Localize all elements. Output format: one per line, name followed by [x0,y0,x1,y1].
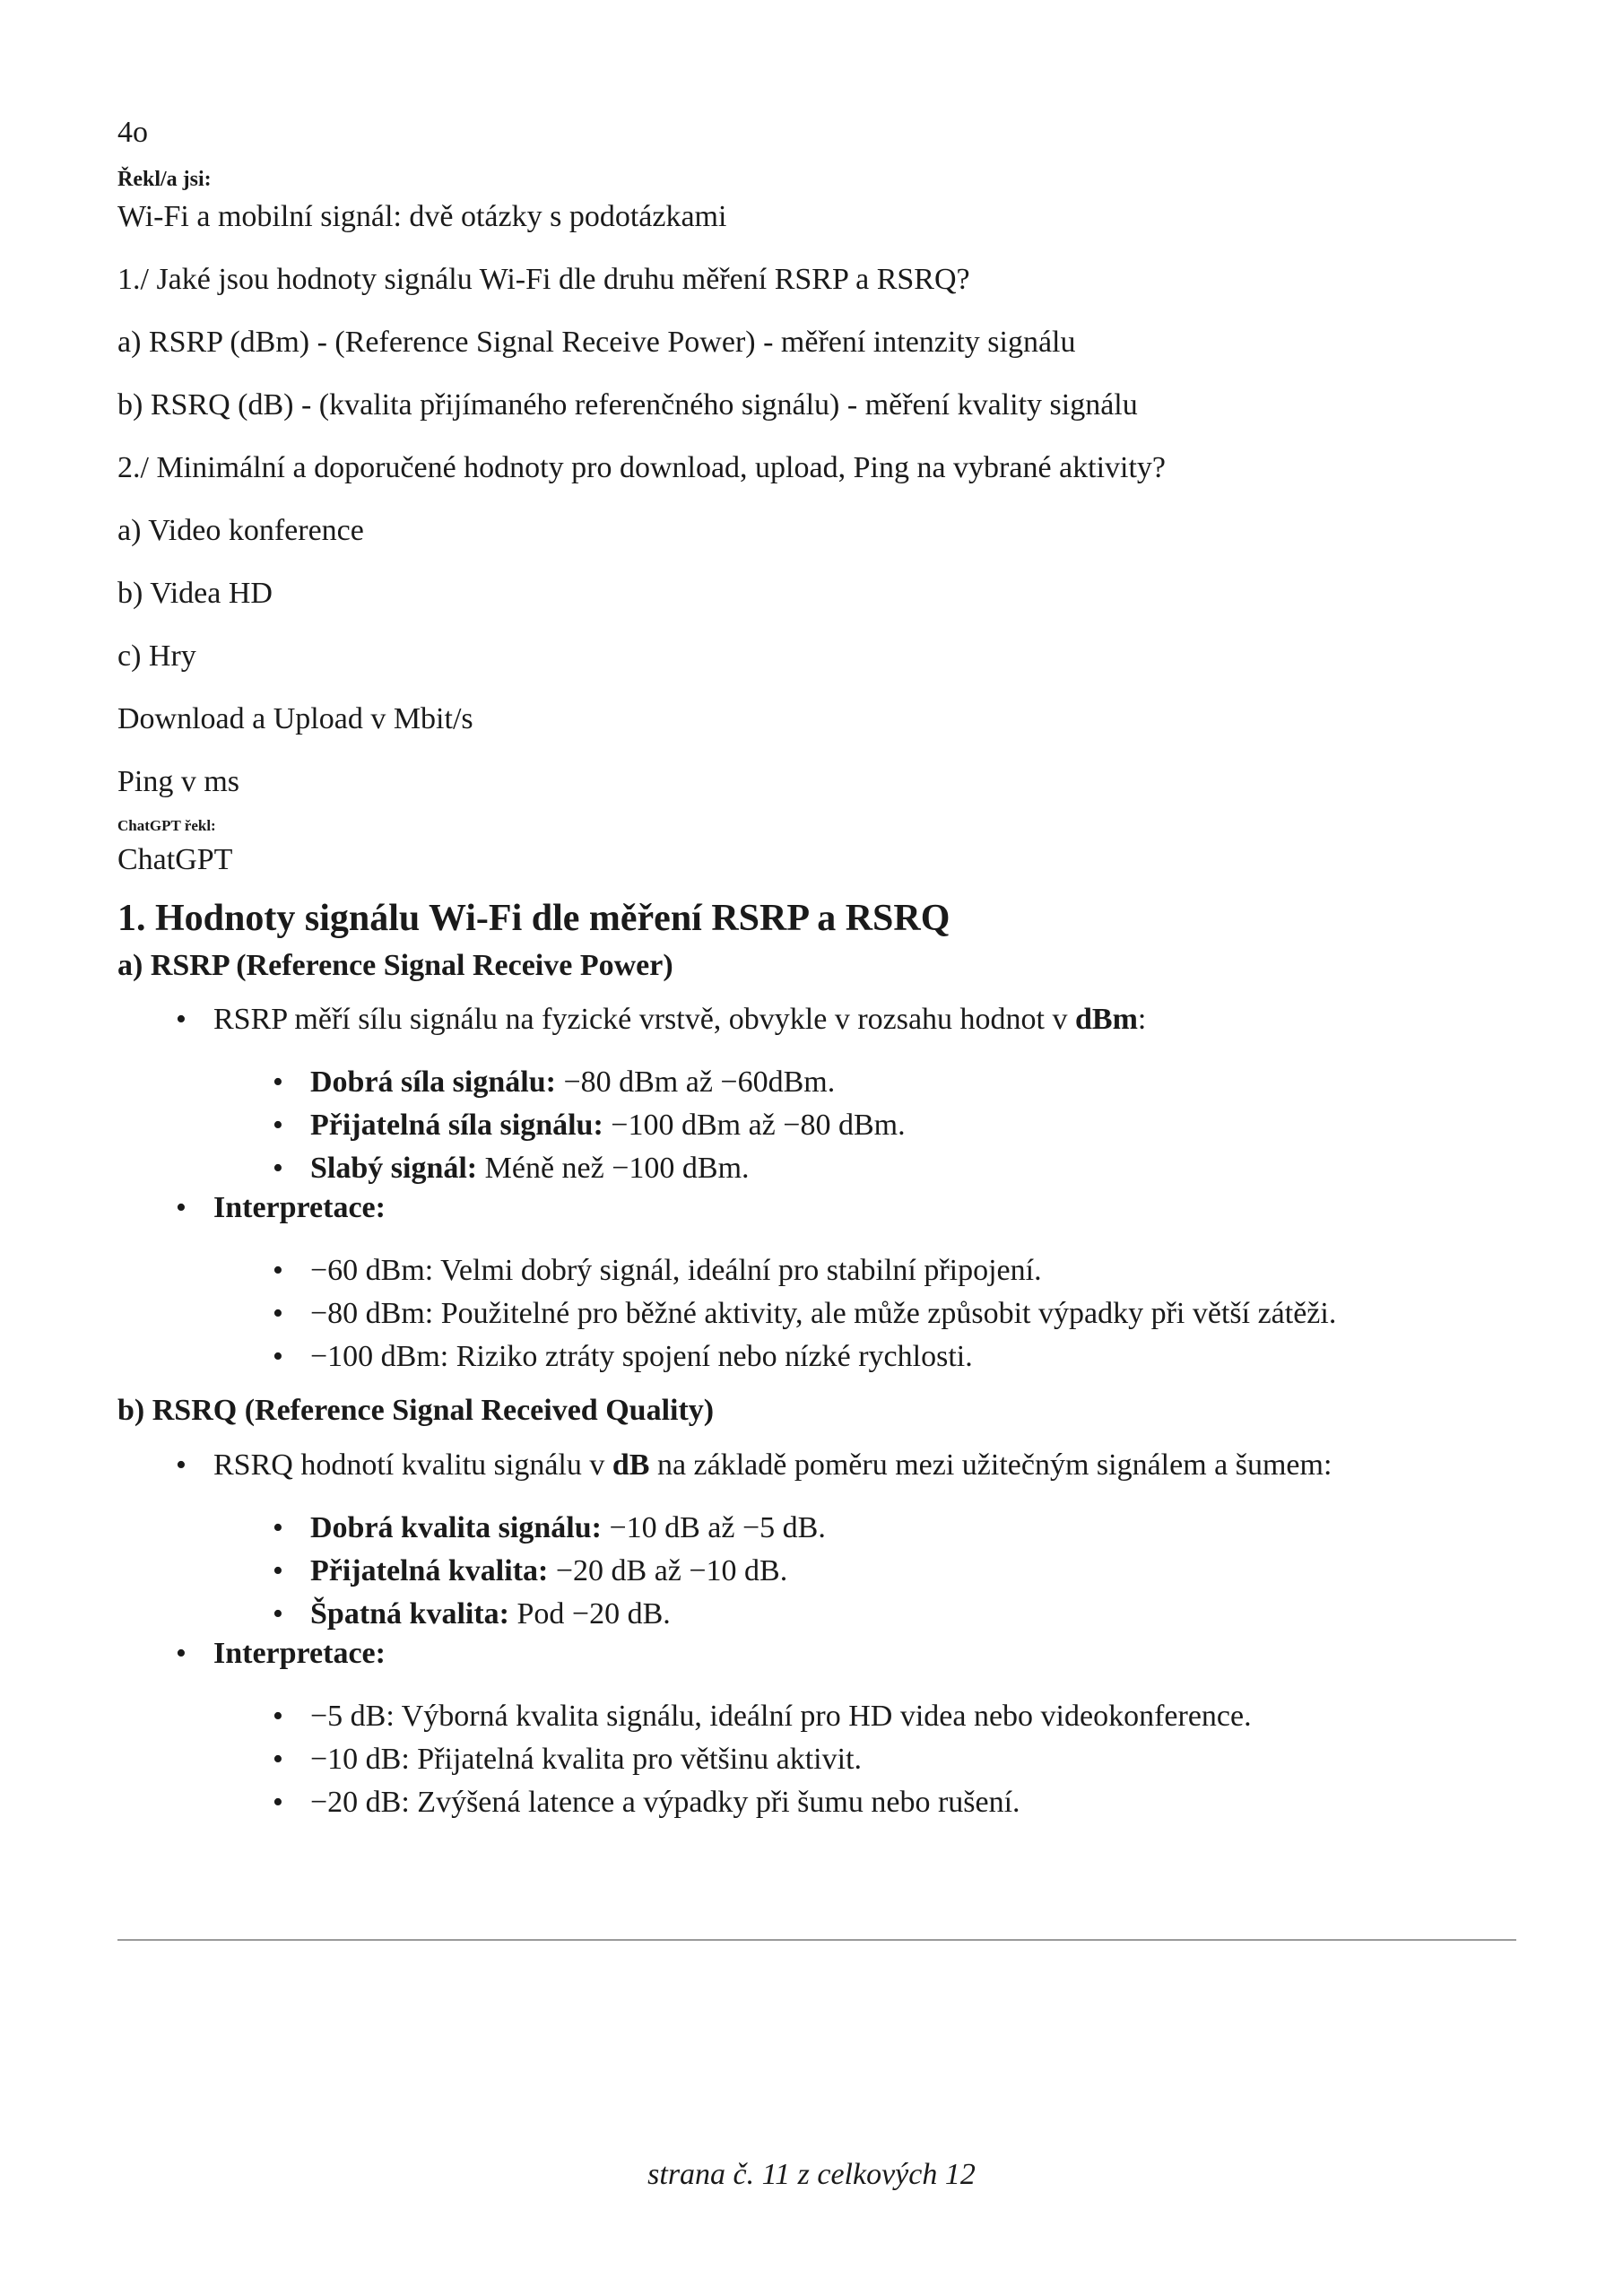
rsrp-level-good-label: Dobrá síla signálu: [310,1065,556,1099]
rsrp-level-acceptable [310,1104,1516,1147]
rsrq-intro-text: RSRQ hodnotí kvalitu signálu v [213,1448,612,1482]
rsrp-interpretation [213,1190,1516,1378]
question-2c: c) Hry [117,639,196,673]
question-2a: a) Video konference [117,514,364,547]
rsrp-intro-text: RSRP měří sílu signálu na fyzické vrstvě, obvykle v rozsahu hodnot v [213,1003,1075,1036]
rsrq-level-acceptable-label: Přijatelná kvalita: [310,1554,549,1587]
rsrp-list [117,1002,1516,1378]
rsrq-interpretation-list [213,1695,1516,1824]
rsrq-interpretation [213,1636,1516,1824]
rsrq-interpretation-label: Interpretace: [213,1637,386,1670]
rsrp-interp-item: • −100 dBm: Riziko ztráty spojení nebo nízké rychlosti. [310,1335,1516,1378]
rsrp-level-acceptable-label: Přijatelná síla signálu: [310,1109,603,1142]
units-ping: Ping v ms [117,765,240,798]
rsrq-level-poor-value: Pod −20 dB. [509,1597,671,1631]
rsrq-intro-unit: dB [612,1448,650,1482]
rsrp-level-good [310,1061,1516,1104]
units-download-upload: Download a Upload v Mbit/s [117,702,473,735]
question-2b: b) Videa HD [117,577,273,610]
rsrp-intro-unit: dBm [1075,1003,1138,1036]
rsrp-levels [213,1061,1516,1190]
rsrp-intro [213,1002,1516,1190]
question-1b: b) RSRQ (dB) - (kvalita přijímaného referenčného signálu) - měření kvality signálu [117,388,1138,422]
rsrq-list [117,1448,1516,1824]
question-1: 1./ Jaké jsou hodnoty signálu Wi-Fi dle druhu měření RSRP a RSRQ? [117,263,970,296]
model-marker: 4o [117,116,148,149]
rsrp-intro-end: : [1137,1003,1147,1036]
rsrq-intro [213,1448,1516,1636]
rsrq-heading: b) RSRQ (Reference Signal Received Quality) [117,1394,715,1427]
user-message-title: Wi-Fi a mobilní signál: dvě otázky s podotázkami [117,200,727,233]
rsrp-level-good-value: −80 dBm až −60dBm. [555,1065,836,1099]
rsrp-interp-item: • −80 dBm: Použitelné pro běžné aktivity, ale může způsobit výpadky při větší zátěži. [310,1292,1516,1335]
assistant-label: ChatGPT řekl: [117,817,216,834]
rsrq-level-acceptable [310,1550,1516,1593]
section-heading: 1. Hodnoty signálu Wi-Fi dle měření RSRP a RSRQ [117,898,950,939]
rsrp-interpretation-list [213,1249,1516,1378]
horizontal-divider [117,1939,1516,1941]
rsrq-level-good-value: −10 dB až −5 dB. [601,1511,826,1544]
rsrq-interp-item: • −10 dB: Přijatelná kvalita pro většinu aktivit. [310,1738,1516,1781]
page-footer: strana č. 11 z celkových 12 [647,2158,976,2191]
question-1a: a) RSRP (dBm) - (Reference Signal Receive Power) - měření intenzity signálu [117,326,1076,359]
rsrq-level-acceptable-value: −20 dB až −10 dB. [548,1554,788,1587]
document-body [117,115,1516,1824]
user-label: Řekl/a jsi: [117,168,212,191]
rsrq-levels [213,1507,1516,1636]
rsrp-level-acceptable-value: −100 dBm až −80 dBm. [603,1109,906,1142]
rsrq-interp-item: • −20 dB: Zvýšená latence a výpadky při šumu nebo rušení. [310,1781,1516,1824]
rsrp-interp-item: • −60 dBm: Velmi dobrý signál, ideální pro stabilní připojení. [310,1249,1516,1292]
rsrq-intro-end: na základě poměru mezi užitečným signálem a šumem: [649,1448,1332,1482]
rsrq-level-good-label: Dobrá kvalita signálu: [310,1511,602,1544]
rsrp-level-weak-label: Slabý signál: [310,1152,478,1185]
rsrp-level-weak-value: Méně než −100 dBm. [477,1152,750,1185]
assistant-name: ChatGPT [117,843,233,876]
rsrp-heading: a) RSRP (Reference Signal Receive Power) [117,949,673,982]
rsrq-level-poor [310,1593,1516,1636]
rsrq-level-poor-label: Špatná kvalita: [310,1597,509,1631]
rsrp-interpretation-label: Interpretace: [213,1191,386,1224]
rsrp-level-weak [310,1147,1516,1190]
rsrq-interp-item: • −5 dB: Výborná kvalita signálu, ideální pro HD videa nebo videokonference. [310,1695,1516,1738]
question-2: 2./ Minimální a doporučené hodnoty pro download, upload, Ping na vybrané aktivity? [117,451,1166,484]
rsrq-level-good [310,1507,1516,1550]
